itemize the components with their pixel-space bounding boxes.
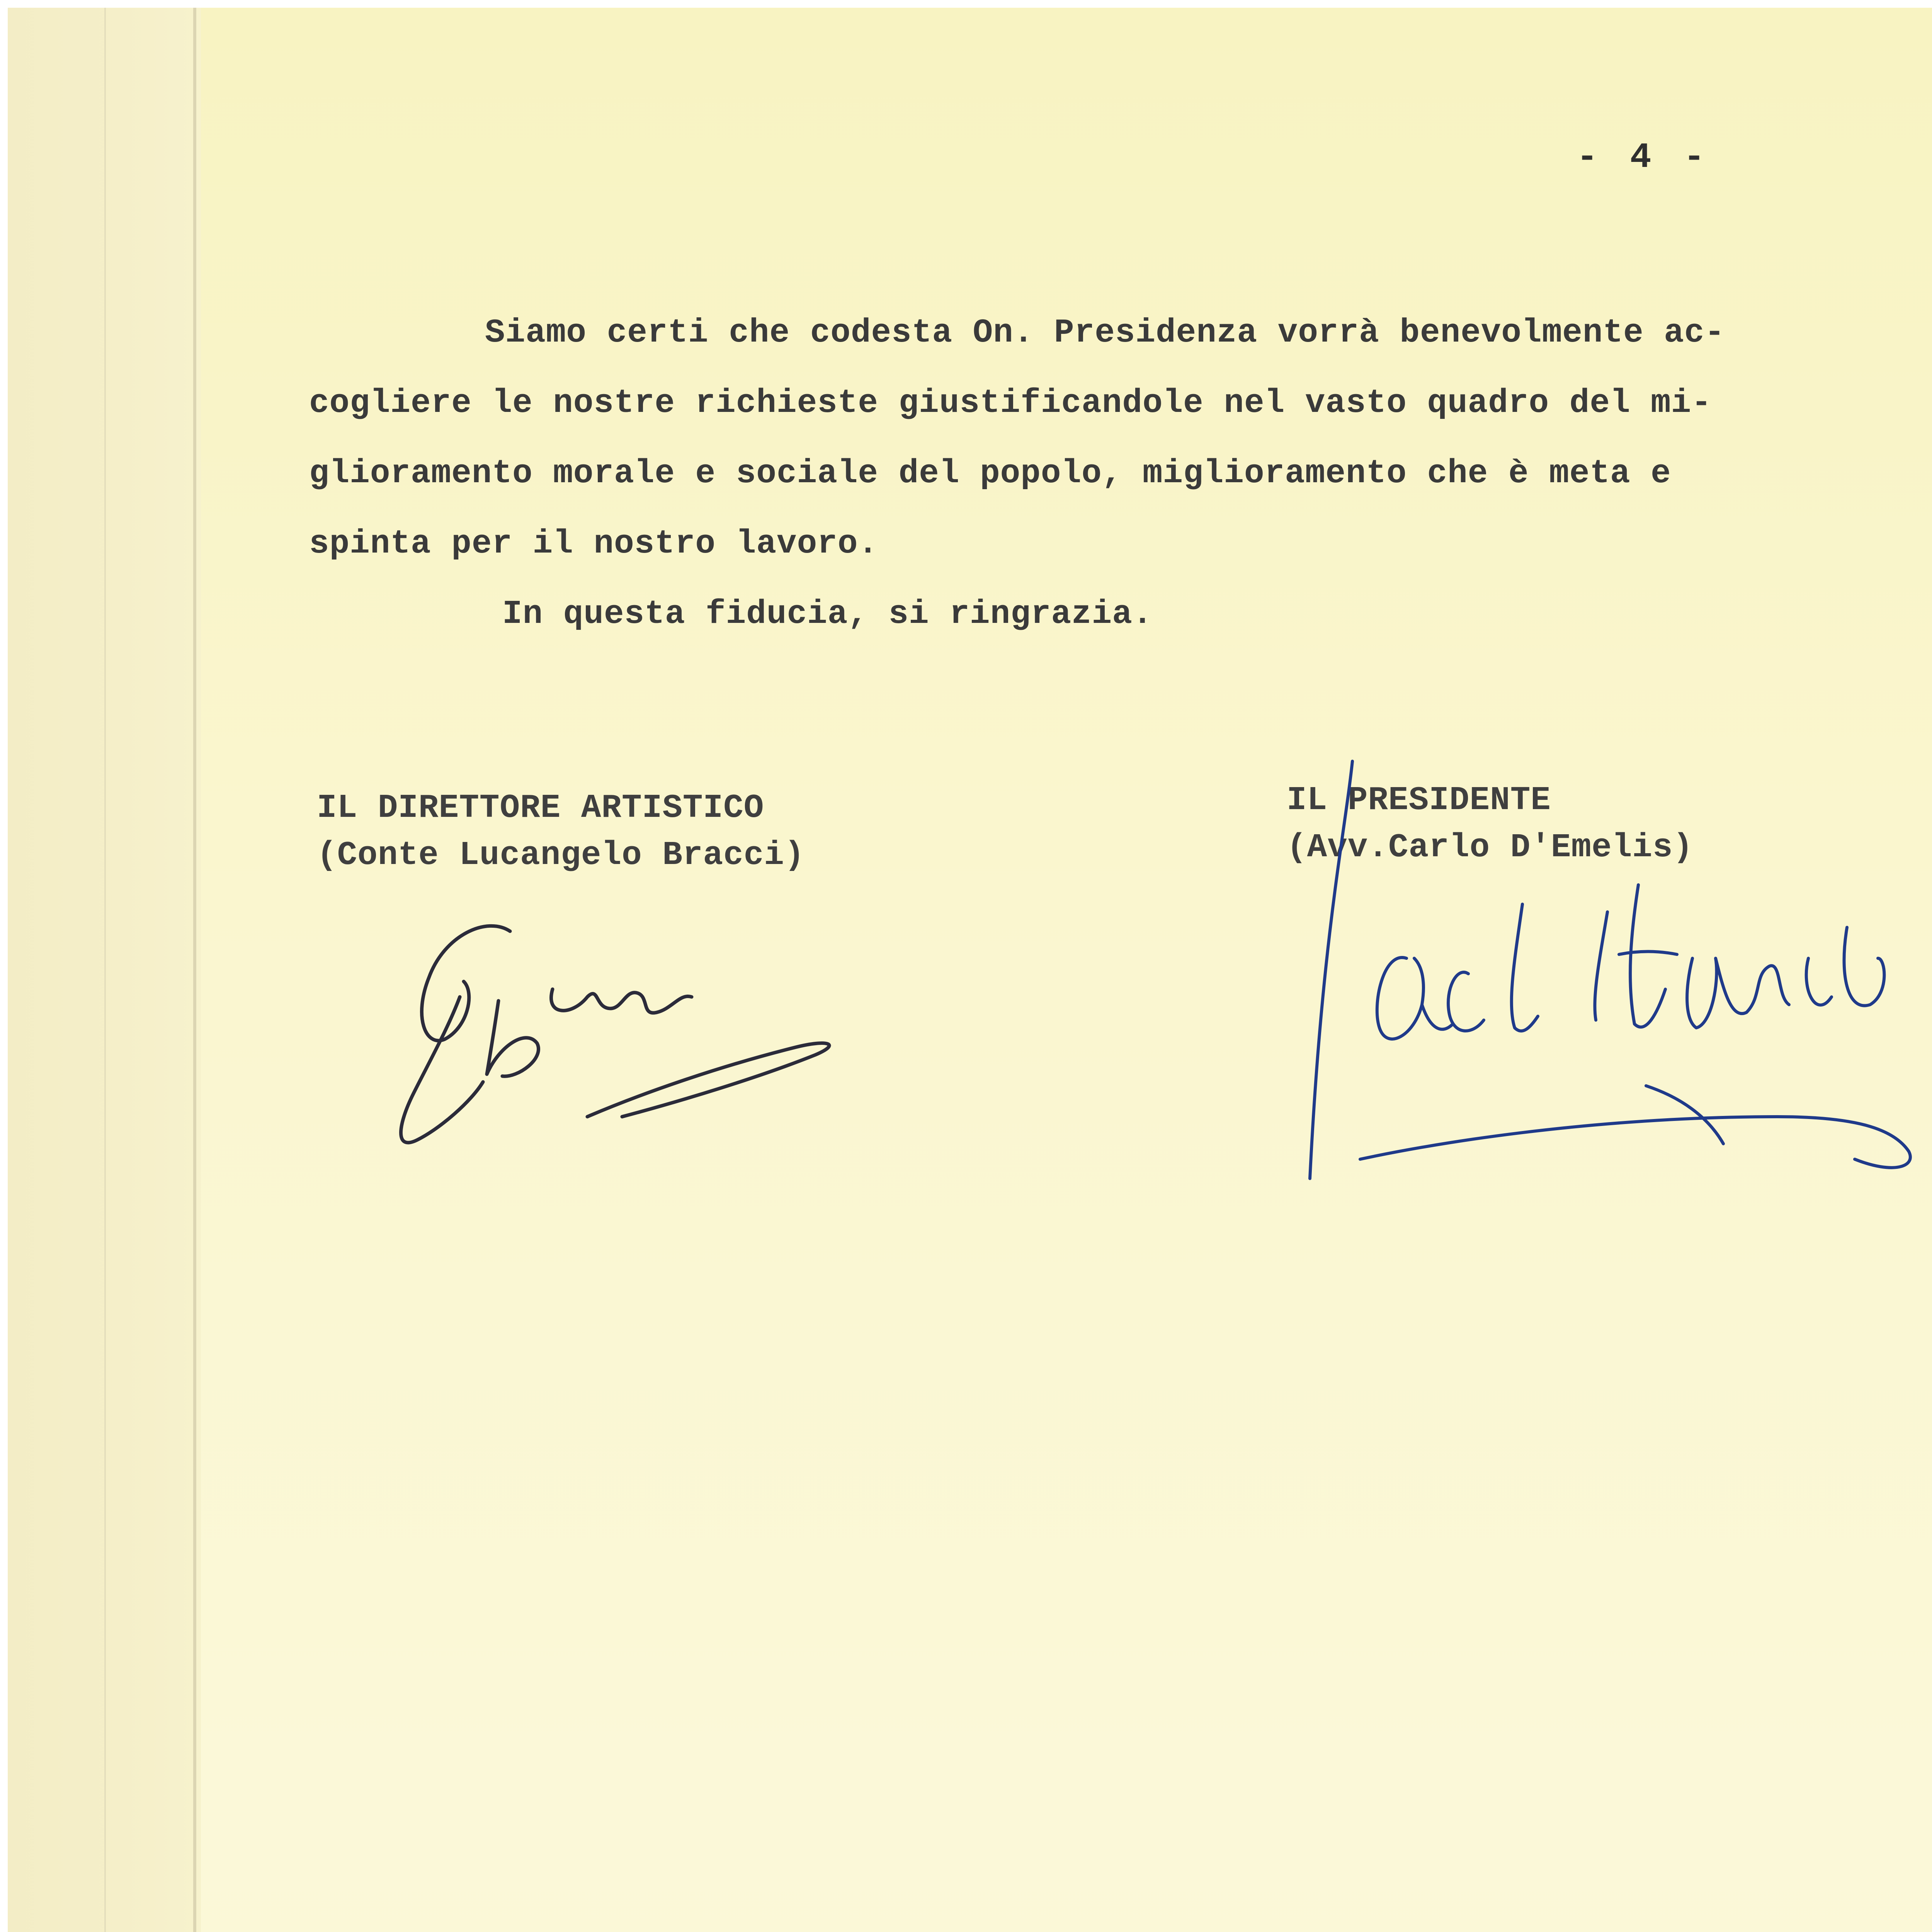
body-line: spinta per il nostro lavoro.: [309, 525, 879, 563]
director-name: (Conte Lucangelo Bracci): [317, 836, 805, 874]
body-line: glioramento morale e sociale del popolo, miglioramento che è meta e: [309, 454, 1671, 492]
president-title: IL PRESIDENTE: [1287, 781, 1551, 819]
body-line: In questa fiducia, si ringrazia.: [502, 595, 1153, 633]
director-handwritten-signature: [371, 900, 858, 1163]
president-handwritten-signature: [1275, 757, 1932, 1221]
page-number: - 4 -: [1577, 137, 1711, 178]
body-line: cogliere le nostre richieste giustificandole nel vasto quadro del mi-: [309, 384, 1712, 422]
president-name: (Avv.Carlo D'Emelis): [1287, 828, 1694, 866]
body-line: Siamo certi che codesta On. Presidenza vorrà benevolmente ac-: [485, 314, 1725, 352]
page-crease: [104, 8, 106, 1932]
director-title: IL DIRETTORE ARTISTICO: [317, 789, 764, 827]
director-signature-block: [317, 784, 805, 879]
page-edge-line: [193, 8, 196, 1932]
letter-body: [309, 298, 1932, 649]
